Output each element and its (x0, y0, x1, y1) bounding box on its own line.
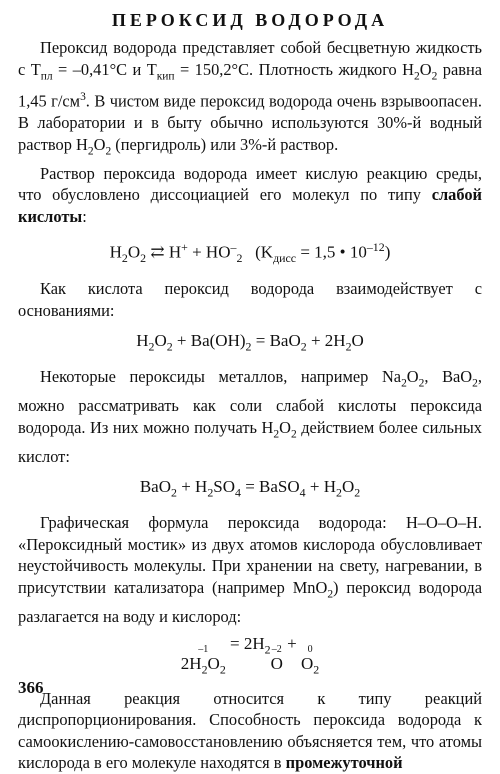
paragraph-structure: Графическая формула пероксида водорода: H–O–O–H. «Пероксидный мостик» из двух атомов кислорода обусловливает неустойчивость молекулы. При хранении на свету, нагревании, в присутствии катализатора (например MnO$_2$) пероксид водорода разлагается на воду и кислород: (18, 513, 482, 626)
page-number: 366 (18, 678, 44, 697)
oxidation-state: –2 (271, 644, 282, 656)
equation-barium-hydroxide: $H_2O_2 + Ba(OH)_2 = BaO_2 + 2H_2O$ (136, 331, 364, 354)
equation-dissociation: $H_2O_2$ ⇄ $H^+ + HO^-_2$ ($K_{дисс} = 1,5$ • $10^{-12}$) (109, 240, 391, 266)
paragraph-peroxides: Некоторые пероксиды металлов, например $Na_2O_2$, BaO$_2$, можно рассматривать как соли слабой кислоты пероксида водорода. Из них можно получать $H_2O_2$ действием более сильных кислот: (18, 367, 482, 466)
paragraph-disproportionation: Данная реакция относится к типу реакций диспропорционирования. Способность пероксида водорода к самоокислению-самовосстановлению объясняется тем, что атомы кислорода в его молекуле находятся в промежуточной (18, 688, 482, 773)
paragraph-base-reaction: Как кислота пероксид водорода взаимодействует с основаниями: (18, 279, 482, 320)
paragraph-intro: Пероксид водорода представляет собой бесцветную жидкость с $T_{пл} = -0,41^\circ С$ и $T_{кип} = 150,2^\circ С$. Плотность жидкого $H_2O_2$ равна 1,45 $г/см^3$. В чистом виде пероксид водорода очень взрывоопасен. В лаборатории и в быту обычно используются 30%-й водный раствор $H_2O_2$ (пергидроль) или 3%-й раствор. (18, 38, 482, 158)
oxidation-state: –1 (198, 644, 209, 656)
oxidation-state: 0 (307, 644, 313, 656)
equation-decomposition: –1 $2H_2O_2$ = $2H_2$ –2 O + 0 $O_2$ (180, 634, 320, 677)
paragraph-acidity: Раствор пероксида водорода имеет кислую реакцию среды, что обусловлено диссоциацией его молекул по типу слабой кислоты: (18, 163, 482, 226)
page-title: ПЕРОКСИД ВОДОРОДА (111, 10, 389, 30)
equation-barium-peroxide: $BaO_2 + H_2SO_4$ = BaSO$_4$ + $H_2O_2$ (139, 477, 361, 500)
